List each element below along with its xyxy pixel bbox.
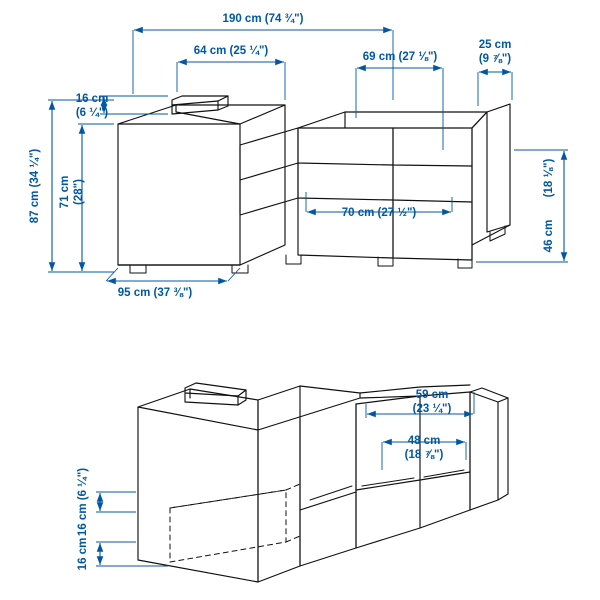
dim-backrest-height-inch: (28") [73,179,85,205]
dim-seat-height: (18 ⅛") [543,158,555,198]
dim-total-height: 87 cm (34 ¼") [29,148,41,224]
dim-seat-depth-upper: 69 cm (27 ⅛") [362,51,438,63]
sofa-rear-view-outline [138,383,508,582]
dim-cushion-thickness-inch: (6 ¼") [75,107,109,119]
dim-total-depth: 95 cm (37 ⅜") [117,287,193,299]
dim-backrest-height: 71 cm [59,175,71,209]
dim-bed-width: 59 cm [415,389,449,401]
dim-armrest-depth-inch: (9 ⅞") [478,53,512,65]
dim-seat-width: 70 cm (27 ½") [341,207,417,219]
dim-inner-width: 48 cm [407,435,441,447]
dim-storage-height-2: 16 cm [77,537,89,571]
dim-cushion-thickness: 16 cm [75,93,109,105]
sofa-front-view-outline [118,96,510,273]
dim-seat-height-cm: 46 cm [543,219,555,253]
dim-total-width: 190 cm (74 ¾") [222,13,304,25]
dim-armrest-width: 64 cm (25 ¼") [193,45,269,57]
rear-view-dimensions [77,389,474,570]
dim-armrest-depth: 25 cm [478,39,512,51]
dim-storage-height: 16 cm (6 ¼") [77,467,89,537]
dim-inner-width-inch: (18 ⅞") [404,449,444,461]
dim-bed-width-inch: (23 ¼") [412,403,452,415]
